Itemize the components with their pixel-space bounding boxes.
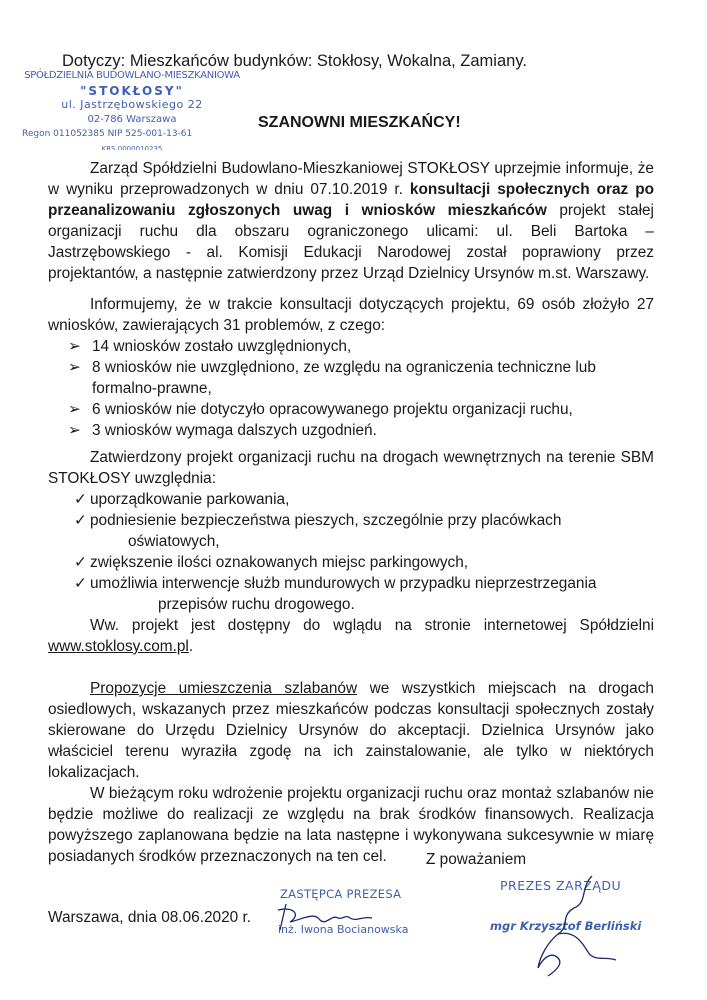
list-item: ✓ uporządkowanie parkowania, — [74, 491, 290, 508]
intro-paragraph — [48, 158, 654, 284]
deputy-name: inż. Iwona Bocianowska — [278, 923, 409, 936]
website-link[interactable]: www.stoklosy.com.pl — [48, 638, 189, 655]
arrow-bullet-icon: ➢ — [68, 359, 81, 376]
stamp-line-street: ul. Jastrzębowskiego 22 — [61, 98, 203, 111]
intro-bold-text: konsultacji społecznych oraz po przeanalizowaniu zgłoszonych uwag i wniosków mieszkańców — [48, 181, 654, 219]
consultation-list — [48, 336, 654, 441]
project-list — [48, 489, 654, 615]
closing-salutation: Z poważaniem — [426, 851, 527, 868]
check-bullet-icon: ✓ — [74, 491, 87, 508]
place-and-date: Warszawa, dnia 08.06.2020 r. — [48, 909, 252, 926]
budget-paragraph: W bieżącym roku wdrożenie projektu organizacji ruchu oraz montaż szlabanów nie będzie możliwe do realizacji ze względu na brak środków finansowych. Realizacja powyższego zaplanowana będzie na lata następne i wykonywana sukcesywnie w miarę posiadanych środków przeznaczonych na ten cel. — [48, 785, 654, 865]
stamp-line-ids: Regon 011052385 NIP 525-001-13-61 — [22, 129, 193, 139]
deputy-signature-icon — [276, 900, 386, 936]
chairman-role: PREZES ZARZĄDU — [500, 878, 622, 893]
subject-line: Dotyczy: Mieszkańców budynków: Stokłosy, Wokalna, Zamiany. — [62, 52, 527, 70]
arrow-bullet-icon: ➢ — [68, 422, 81, 439]
deputy-role: ZASTĘPCA PREZESA — [280, 887, 402, 901]
check-bullet-icon: ✓ — [74, 512, 87, 529]
list-item: ➢ 14 wniosków zostało uwzględnionych, — [68, 338, 352, 355]
list-item: ✓ podniesienie bezpieczeństwa pieszych, szczególnie przy placówkach oświatowych, — [74, 512, 562, 550]
intro-text: Zarząd Spółdzielni Budowlano-Mieszkaniowej STOKŁOSY uprzejmie informuje, że w wyniku przeprowadzonych w dniu 07.10.2019 r. — [48, 160, 654, 198]
stamp-line-brand: "STOKŁOSY" — [80, 83, 184, 98]
project-lead: Zatwierdzony projekt organizacji ruchu na drogach wewnętrznych na terenie SBM STOKŁOSY uwzględnia: — [48, 449, 654, 487]
stamp-line-krs: KRS 0000010235 — [101, 144, 163, 150]
check-bullet-icon: ✓ — [74, 554, 87, 571]
barriers-paragraph: Propozycje umieszczenia szlabanów we wszystkich miejscach na drogach osiedlowych, wskazanych przez mieszkańców podczas konsultacji społecznych zostały skierowane do Urzędu Dzielnicy Ursynów do akceptacji. Dzielnica Ursynów jako właściciel terenu wyraziła zgodę na ich zainstalowanie, ale tylko w niektórych lokalizacjach. — [48, 680, 654, 781]
list-item: ➢ 8 wniosków nie uwzględniono, ze względu na ograniczenia techniczne lub formalno-prawne, — [68, 359, 596, 397]
list-item: ➢ 6 wniosków nie dotyczyło opracowywanego projektu organizacji ruchu, — [68, 401, 573, 418]
list-item: ✓ zwiększenie ilości oznakowanych miejsc parkingowych, — [74, 554, 469, 571]
stamp-line-city: 02-786 Warszawa — [87, 113, 177, 125]
intro-text-end: projekt stałej organizacji ruchu dla obszaru ograniczonego ulicami: ul. Beli Bartoka – Jastrzębowskiego - al. Komisji Edukacji Narodowej został poprawiony przez projektantów, a następnie zatwierdzony przez Urząd Dzielnicy Ursynów m.st. Warszawy. — [48, 202, 654, 282]
website-paragraph: Ww. projekt jest dostępny do wglądu na stronie internetowej Spółdzielni www.stoklosy.com.pl. — [48, 617, 654, 655]
check-bullet-icon: ✓ — [74, 575, 87, 592]
consultation-lead: Informujemy, że w trakcie konsultacji dotyczących projektu, 69 osób złożyło 27 wniosków, zawierających 31 problemów, z czego: — [48, 296, 654, 334]
arrow-bullet-icon: ➢ — [68, 338, 81, 355]
chairman-signature-icon — [530, 872, 630, 982]
letter-body — [48, 158, 654, 867]
barriers-heading: Propozycje umieszczenia szlabanów — [90, 680, 358, 697]
arrow-bullet-icon: ➢ — [68, 401, 81, 418]
list-item: ➢ 3 wniosków wymaga dalszych uzgodnień. — [68, 422, 377, 439]
list-item: ✓ umożliwia interwencje służb mundurowych w przypadku nieprzestrzegania przepisów ruchu drogowego. — [74, 575, 597, 613]
chairman-name: mgr Krzysztof Berliński — [490, 919, 642, 933]
stamp-line-name: SPÓŁDZIELNIA BUDOWLANO-MIESZKANIOWA — [24, 70, 240, 81]
letter-title: SZANOWNI MIESZKAŃCY! — [258, 114, 461, 131]
cooperative-stamp — [22, 69, 242, 150]
